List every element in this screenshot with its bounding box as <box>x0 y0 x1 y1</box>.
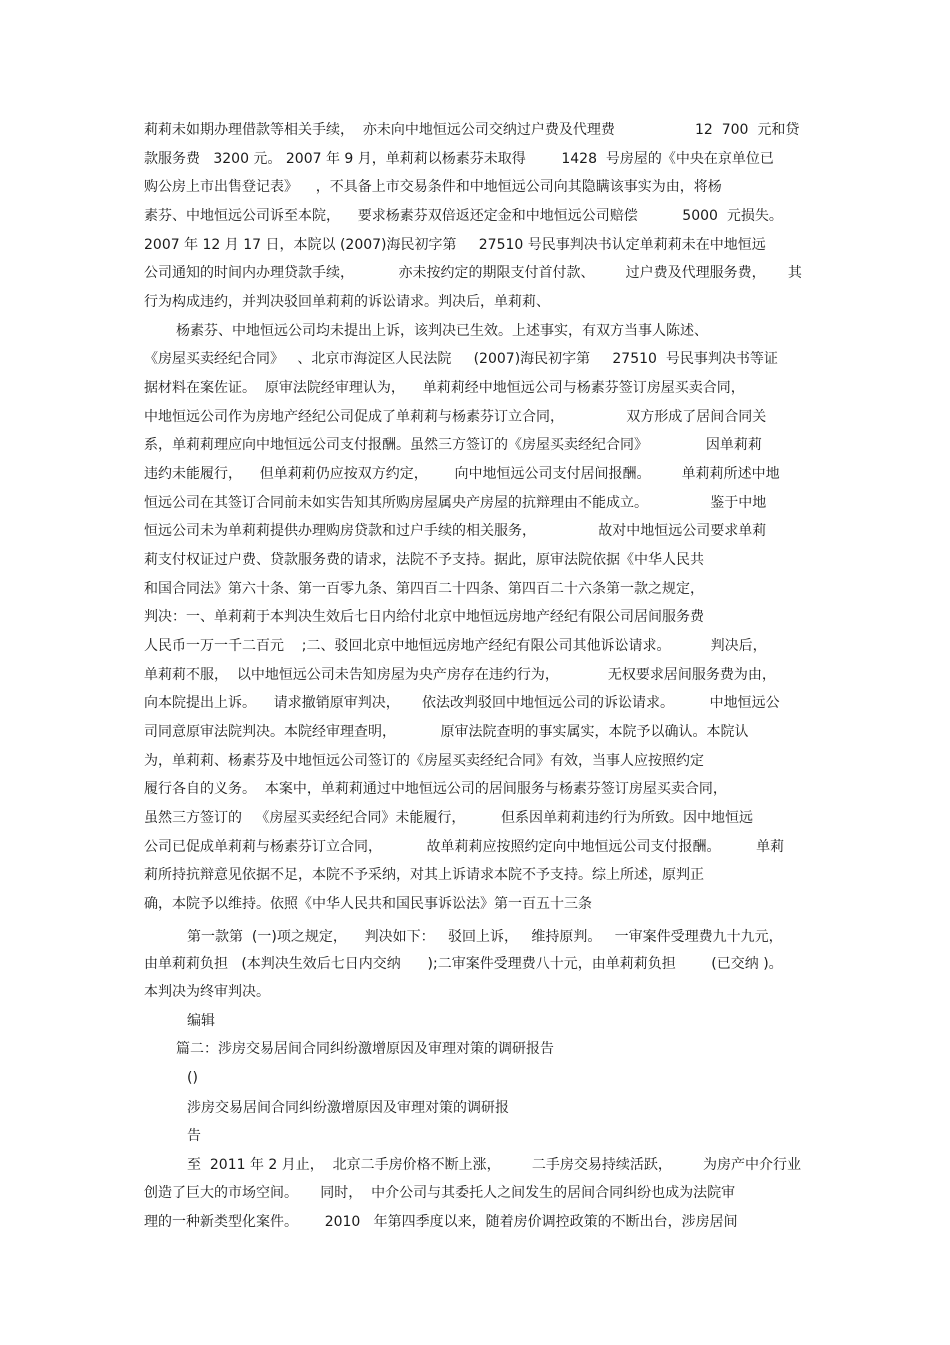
body-line: 中地恒远公司作为房地产经纪公司促成了单莉莉与杨素芬订立合同， 双方形成了居间合同关 <box>144 409 767 425</box>
body-line: 莉莉未如期办理借款等相关手续， 亦未向中地恒远公司交纳过户费及代理费 12 700 元和贷 <box>144 122 800 138</box>
body-line: 履行各自的义务。 本案中，单莉莉通过中地恒远公司的居间服务与杨素芬签订房屋买卖合同， <box>144 781 727 797</box>
body-line: 购公房上市出售登记表》 ，不具备上市交易条件和中地恒远公司向其隐瞒该事实为由，将杨 <box>144 179 722 195</box>
report-title-line: 涉房交易居间合同纠纷激增原因及审理对策的调研报 <box>187 1100 509 1116</box>
body-line: 莉支付权证过户费、贷款服务费的请求，法院不予支持。据此，原审法院依据《中华人民共 <box>144 552 704 568</box>
body-line: 行为构成违约，并判决驳回单莉莉的诉讼请求。判决后，单莉莉、 <box>144 294 550 310</box>
body-line: 创造了巨大的市场空间。 同时， 中介公司与其委托人之间发生的居间合同纠纷也成为法院审 <box>144 1185 736 1201</box>
body-line: 为，单莉莉、杨素芬及中地恒远公司签订的《房屋买卖经纪合同》有效，当事人应按照约定 <box>144 753 704 769</box>
body-line: 人民币一万一千二百元 ;二、驳回北京中地恒远房地产经纪有限公司其他诉讼请求。 判决后， <box>144 638 767 654</box>
body-line: 虽然三方签订的 《房屋买卖经纪合同》未能履行， 但系因单莉莉违约行为所致。因中地恒远 <box>144 810 753 826</box>
body-line: 款服务费 3200 元。 2007 年 9 月，单莉莉以杨素芬未取得 1428 号房屋的《中央在京单位已 <box>144 151 774 167</box>
body-line: 2007 年 12 月 17 日，本院以 (2007)海民初字第 27510 号民事判决书认定单莉莉未在中地恒远 <box>144 237 766 253</box>
body-line: 由单莉莉负担 (本判决生效后七日内交纳 );二审案件受理费八十元，由单莉莉负担 (已交纳 )。 <box>144 956 783 972</box>
body-line: 第一款第 (一)项之规定， 判决如下： 驳回上诉， 维持原判。 一审案件受理费九十九元， <box>187 929 783 945</box>
body-line: 至 2011 年 2 月止， 北京二手房价格不断上涨， 二手房交易持续活跃， 为房产中介行业 <box>187 1157 801 1173</box>
body-line: 系，单莉莉理应向中地恒远公司支付报酬。虽然三方签订的《房屋买卖经纪合同》 因单莉莉 <box>144 437 762 453</box>
body-line: 理的一种新类型化案件。 2010 年第四季度以来，随着房价调控政策的不断出台，涉房居间 <box>144 1214 738 1230</box>
body-line: 公司通知的时间内办理贷款手续， 亦未按约定的期限支付首付款、 过户费及代理服务费， 其 <box>144 265 802 281</box>
body-line: () <box>187 1070 198 1086</box>
body-line: 《房屋买卖经纪合同》 、北京市海淀区人民法院 (2007)海民初字第 27510 号民事判决书等证 <box>144 351 778 367</box>
body-line: 本判决为终审判决。 <box>144 984 270 1000</box>
edit-label: 编辑 <box>187 1013 215 1029</box>
body-line: 莉所持抗辩意见依据不足，本院不予采纳，对其上诉请求本院不予支持。综上所述，原判正 <box>144 867 704 883</box>
body-line: 司同意原审法院判决。本院经审理查明， 原审法院查明的事实属实，本院予以确认。本院认 <box>144 724 749 740</box>
body-line: 据材料在案佐证。 原审法院经审理认为， 单莉莉经中地恒远公司与杨素芬签订房屋买卖合同， <box>144 380 745 396</box>
body-line: 判决：一、单莉莉于本判决生效后七日内给付北京中地恒远房地产经纪有限公司居间服务费 <box>144 609 704 625</box>
report-title-line: 告 <box>187 1128 201 1144</box>
body-line: 确，本院予以维持。依照《中华人民共和国民事诉讼法》第一百五十三条 <box>144 896 592 912</box>
body-line: 公司已促成单莉莉与杨素芬订立合同， 故单莉莉应按照约定向中地恒远公司支付报酬。 单莉 <box>144 839 785 855</box>
section-heading: 篇二：涉房交易居间合同纠纷激增原因及审理对策的调研报告 <box>176 1041 554 1057</box>
body-line: 素芬、中地恒远公司诉至本院， 要求杨素芬双倍返还定金和中地恒远公司赔偿 5000 元损失。 <box>144 208 783 224</box>
body-line: 恒远公司未为单莉莉提供办理购房贷款和过户手续的相关服务， 故对中地恒远公司要求单莉 <box>144 523 767 539</box>
body-line: 违约未能履行， 但单莉莉仍应按双方约定， 向中地恒远公司支付居间报酬。 单莉莉所述中地 <box>144 466 780 482</box>
body-line: 恒远公司在其签订合同前未如实告知其所购房屋属央产房屋的抗辩理由不能成立。 鉴于中地 <box>144 495 767 511</box>
body-line: 杨素芬、中地恒远公司均未提出上诉，该判决已生效。上述事实，有双方当事人陈述、 <box>176 323 708 339</box>
body-line: 向本院提出上诉。 请求撤销原审判决， 依法改判驳回中地恒远公司的诉讼请求。 中地恒远公 <box>144 695 780 711</box>
body-line: 单莉莉不服， 以中地恒远公司未告知房屋为央产房存在违约行为， 无权要求居间服务费为由， <box>144 667 776 683</box>
body-line: 和国合同法》第六十条、第一百零九条、第四百二十四条、第四百二十六条第一款之规定， <box>144 581 704 597</box>
